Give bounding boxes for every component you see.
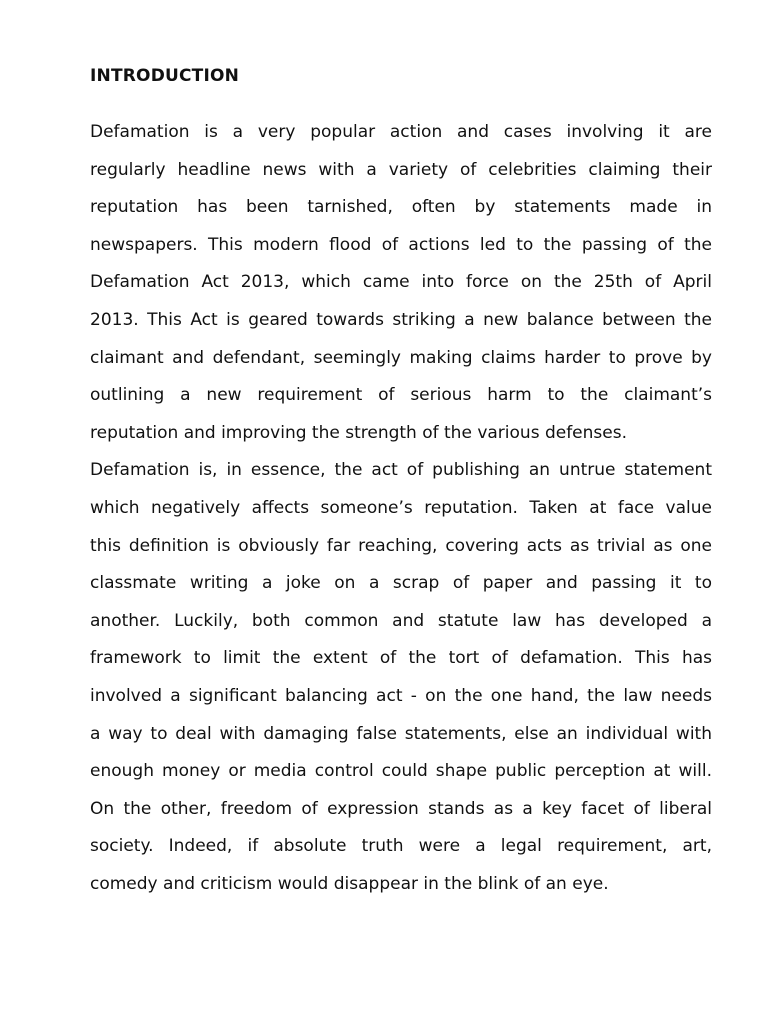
paragraph-2-line-8: a way to deal with damaging false statements, else an individual with	[90, 723, 712, 744]
paragraph-2-line-11: society. Indeed, if absolute truth were a legal requirement, art,	[90, 836, 712, 857]
section-heading: INTRODUCTION	[90, 66, 240, 86]
document-body	[90, 62, 712, 903]
paragraph-2-line-4: classmate writing a joke on a scrap of paper and passing it to	[90, 573, 712, 594]
paragraph-2-line-12: comedy and criticism would disappear in the blink of an eye.	[90, 873, 609, 894]
paragraph-1-line-8: outlining a new requirement of serious harm to the claimant’s	[90, 385, 712, 406]
paragraph-1-line-6: 2013. This Act is geared towards striking a new balance between the	[90, 309, 712, 330]
paragraph-2-line-7: involved a significant balancing act - on the one hand, the law needs	[90, 685, 712, 706]
paragraph-2-line-1: Defamation is, in essence, the act of publishing an untrue statement	[90, 460, 712, 481]
paragraph-2-line-9: enough money or media control could shape public perception at will.	[90, 761, 712, 782]
paragraph-1-line-3: reputation has been tarnished, often by statements made in	[90, 197, 712, 218]
paragraph-1-line-2: regularly headline news with a variety of celebrities claiming their	[90, 159, 712, 180]
paragraph-1-line-4: newspapers. This modern flood of actions led to the passing of the	[90, 234, 712, 255]
paragraph-2-line-2: which negatively affects someone’s reputation. Taken at face value	[90, 497, 712, 518]
paragraph-1-line-1: Defamation is a very popular action and cases involving it are	[90, 122, 712, 142]
paragraph-1	[90, 114, 712, 452]
paragraph-2-line-5: another. Luckily, both common and statute law has developed a	[90, 610, 712, 631]
paragraph-2-line-10: On the other, freedom of expression stands as a key facet of liberal	[90, 798, 712, 819]
paragraph-1-line-9: reputation and improving the strength of the various defenses.	[90, 422, 627, 443]
paragraph-1-line-5: Defamation Act 2013, which came into force on the 25th of April	[90, 272, 712, 293]
paragraph-2	[90, 452, 712, 903]
paragraph-2-line-3: this definition is obviously far reaching, covering acts as trivial as one	[90, 535, 712, 556]
paragraph-2-line-6: framework to limit the extent of the tort of defamation. This has	[90, 648, 712, 669]
paragraph-1-line-7: claimant and defendant, seemingly making claims harder to prove by	[90, 347, 712, 368]
